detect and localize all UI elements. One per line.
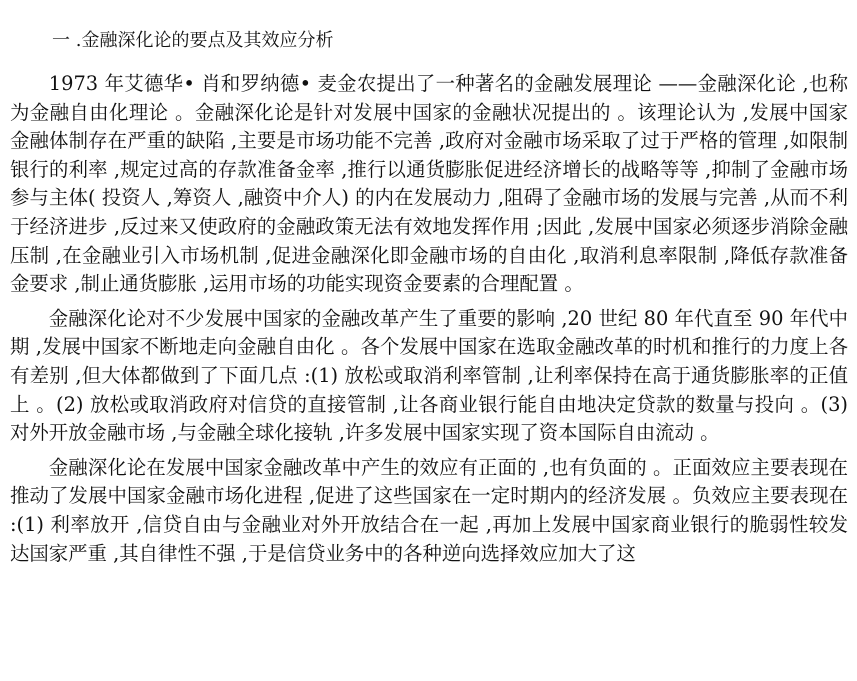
paragraph-1: 1973 年艾德华• 肖和罗纳德• 麦金农提出了一种著名的金融发展理论 ——金融深化论 ,也称为金融自由化理论 。金融深化论是针对发展中国家的金融状况提出的 。该理论认为 ,发展中国家金融体制存在严重的缺陷 ,主要是市场功能不完善 ,政府对金融市场采取了过于严格的管理 ,如限制银行的利率 ,规定过高的存款准备金率 ,推行以通货膨胀促进经济增长的战略等等 ,抑制了金融市场参与主体( 投资人 ,筹资人 ,融资中介人) 的内在发展动力 ,阻碍了金融市场的发展与完善 ,从而不利于经济进步 ,反过来又使政府的金融政策无法有效地发挥作用 ;因此 ,发展中国家必须逐步消除金融压制 ,在金融业引入市场机制 ,促进金融深化即金融市场的自由化 ,取消利息率限制 ,降低存款准备金要求 ,制止通货膨胀 ,运用市场的功能实现资金要素的合理配置 。 xyxy=(10,72,848,296)
paragraph-3: 金融深化论在发展中国家金融改革中产生的效应有正面的 ,也有负面的 。正面效应主要表现在推动了发展中国家金融市场化进程 ,促进了这些国家在一定时期内的经济发展 。负效应主要表现在 :(1) 利率放开 ,信贷自由与金融业对外开放结合在一起 ,再加上发展中国家商业银行的脆弱性较发达国家严重 ,其自律性不强 ,于是信贷业务中的各种逆向选择效应加大了这 xyxy=(10,455,848,565)
section-heading: 一 .金融深化论的要点及其效应分析 xyxy=(52,30,334,51)
document-page xyxy=(10,28,848,574)
paragraph-2: 金融深化论对不少发展中国家的金融改革产生了重要的影响 ,20 世纪 80 年代直至 90 年代中期 ,发展中国家不断地走向金融自由化 。各个发展中国家在选取金融改革的时机和推行的力度上各有差别 ,但大体都做到了下面几点 :(1) 放松或取消利率管制 ,让利率保持在高于通货膨胀率的正值上 。(2) 放松或取消政府对信贷的直接管制 ,让各商业银行能自由地决定贷款的数量与投向 。(3) 对外开放金融市场 ,与金融全球化接轨 ,许多发展中国家实现了资本国际自由流动 。 xyxy=(10,306,848,445)
